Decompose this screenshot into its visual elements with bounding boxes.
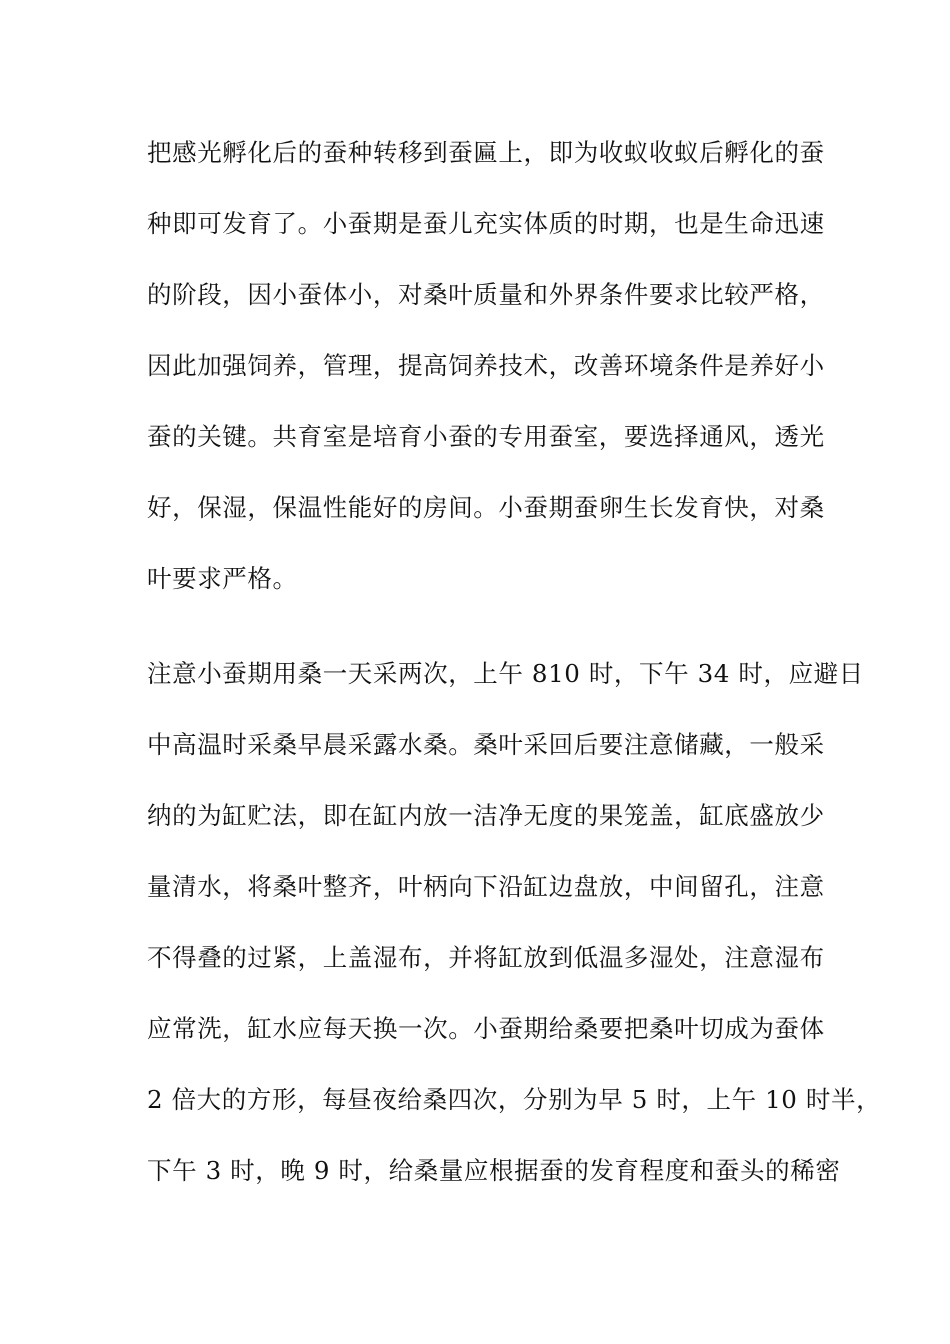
text-line: 不得叠的过紧，上盖湿布，并将缸放到低温多湿处，注意湿布 — [147, 943, 825, 972]
text-line: 应常洗，缸水应每天换一次。小蚕期给桑要把桑叶切成为蚕体 — [147, 1014, 825, 1043]
text-line: 量清水，将桑叶整齐，叶柄向下沿缸边盘放，中间留孔，注意 — [147, 872, 825, 901]
text-line: 叶要求严格。 — [147, 564, 298, 593]
text-line: 因此加强饲养，管理，提高饲养技术，改善环境条件是养好小 — [147, 351, 825, 380]
text-line: 把感光孵化后的蚕种转移到蚕匾上，即为收蚁收蚁后孵化的蚕 — [147, 138, 825, 167]
text-line: 注意小蚕期用桑一天采两次，上午 810 时，下午 34 时，应避日 — [147, 659, 864, 688]
text-line: 纳的为缸贮法，即在缸内放一洁净无度的果笼盖，缸底盛放少 — [147, 801, 825, 830]
text-line: 蚕的关键。共育室是培育小蚕的专用蚕室，要选择通风，透光 — [147, 422, 825, 451]
text-line: 下午 3 时，晚 9 时，给桑量应根据蚕的发育程度和蚕头的稀密 — [147, 1156, 841, 1185]
text-line: 好，保湿，保温性能好的房间。小蚕期蚕卵生长发育快，对桑 — [147, 493, 825, 522]
text-line: 2 倍大的方形，每昼夜给桑四次，分别为早 5 时，上午 10 时半， — [147, 1085, 882, 1114]
text-line: 中高温时采桑早晨采露水桑。桑叶采回后要注意储藏，一般采 — [147, 730, 825, 759]
text-line: 种即可发育了。小蚕期是蚕儿充实体质的时期，也是生命迅速 — [147, 209, 825, 238]
text-line: 的阶段，因小蚕体小，对桑叶质量和外界条件要求比较严格， — [147, 280, 825, 309]
